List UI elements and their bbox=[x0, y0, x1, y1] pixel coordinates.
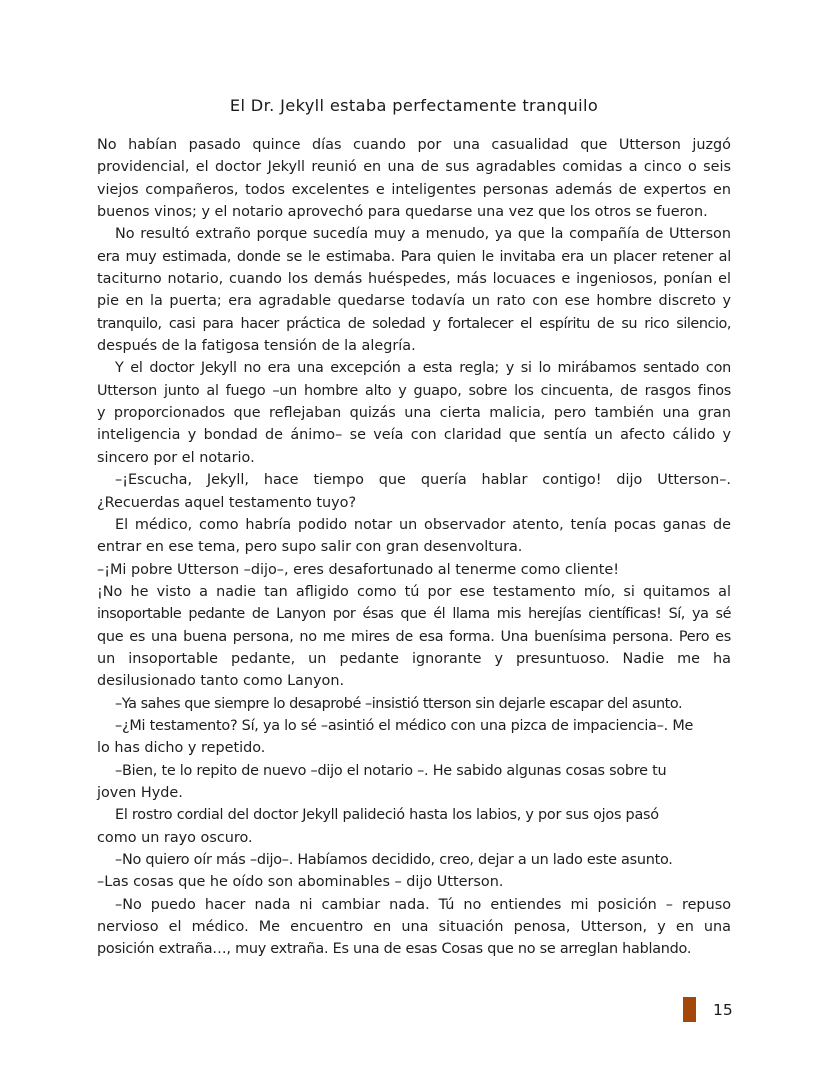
text-line: ¿Recuerdas aquel testamento tuyo? bbox=[97, 494, 357, 511]
text-line: No habían pasado quince días cuando por una casualidad que Utterson juzgó bbox=[97, 137, 731, 153]
text-line: entrar en ese tema, pero supo salir con gran desenvoltura. bbox=[97, 539, 523, 556]
text-line: El rostro cordial del doctor Jekyll palideció hasta los labios, y por sus ojos pasó bbox=[115, 807, 659, 824]
text-line: Y el doctor Jekyll no era una excepción a esta regla; y si lo mirábamos sentado con bbox=[115, 360, 731, 377]
text-line: nervioso el médico. Me encuentro en una situación penosa, Utterson, y en una bbox=[97, 919, 731, 936]
text-line: taciturno notario, cuando los demás huéspedes, más locuaces e ingeniosos, ponían el bbox=[97, 271, 731, 288]
text-line: que es una buena persona, no me mires de esa forma. Una buenísima persona. Pero es bbox=[97, 628, 731, 645]
text-line: un insoportable pedante, un pedante ignorante y presuntuoso. Nadie me ha bbox=[97, 650, 731, 667]
body-text bbox=[97, 134, 731, 961]
text-line: –¿Mi testamento? Sí, ya lo sé –asintió el médico con una pizca de impaciencia–. Me bbox=[115, 717, 694, 734]
chapter-title: El Dr. Jekyll estaba perfectamente tranquilo bbox=[229, 96, 599, 115]
text-line: Utterson junto al fuego –un hombre alto y guapo, sobre los cincuenta, de rasgos finos bbox=[97, 382, 731, 399]
text-line: tranquilo, casi para hacer práctica de soledad y fortalecer el espíritu de su rico silencio, bbox=[97, 315, 731, 332]
text-line: lo has dicho y repetido. bbox=[97, 740, 266, 757]
text-line: después de la fatigosa tensión de la alegría. bbox=[97, 338, 416, 355]
text-line: El médico, como habría podido notar un observador atento, tenía pocas ganas de bbox=[115, 516, 731, 533]
text-line: era muy estimada, donde se le estimaba. Para quien le invitaba era un placer retener al bbox=[97, 248, 731, 265]
text-line: desilusionado tanto como Lanyon. bbox=[97, 673, 345, 690]
text-line: –Bien, te lo repito de nuevo –dijo el notario –. He sabido algunas cosas sobre tu bbox=[115, 762, 667, 779]
page-number: 15 bbox=[713, 1000, 733, 1019]
text-line: joven Hyde. bbox=[97, 784, 183, 801]
text-line: –Las cosas que he oído son abominables – dijo Utterson. bbox=[97, 874, 504, 891]
page-footer bbox=[683, 997, 733, 1022]
text-line: No resultó extraño porque sucedía muy a menudo, ya que la compañía de Utterson bbox=[115, 226, 731, 243]
text-line: –¡Escucha, Jekyll, hace tiempo que quería hablar contigo! dijo Utterson–. bbox=[115, 472, 731, 489]
text-line: inteligencia y bondad de ánimo– se veía con claridad que sentía un afecto cálido y bbox=[97, 427, 731, 444]
text-line: insoportable pedante de Lanyon por ésas que él llama mis herejías científicas! Sí, ya sé bbox=[97, 606, 731, 623]
text-line: y proporcionados que reflejaban quizás una cierta malicia, pero también una gran bbox=[97, 405, 731, 422]
text-line: pie en la puerta; era agradable quedarse todavía un rato con ese hombre discreto y bbox=[97, 293, 731, 310]
text-line: sincero por el notario. bbox=[97, 449, 255, 466]
text-line: como un rayo oscuro. bbox=[97, 829, 253, 846]
text-line: –¡Mi pobre Utterson –dijo–, eres desafortunado al tenerme como cliente! bbox=[97, 561, 620, 578]
text-line: ¡No he visto a nadie tan afligido como tú por ese testamento mío, si quitamos al bbox=[97, 583, 731, 600]
text-line: –Ya sahes que siempre lo desaprobé –insistió tterson sin dejarle escapar del asunto. bbox=[115, 695, 683, 712]
page-marker-bar bbox=[683, 997, 696, 1022]
text-line: –No puedo hacer nada ni cambiar nada. Tú no entiendes mi posición – repuso bbox=[115, 896, 731, 913]
text-line: providencial, el doctor Jekyll reunió en una de sus agradables comidas a cinco o seis bbox=[97, 159, 731, 176]
text-line: –No quiero oír más –dijo–. Habíamos decidido, creo, dejar a un lado este asunto. bbox=[115, 852, 673, 868]
text-line: buenos vinos; y el notario aprovechó para quedarse una vez que los otros se fueron. bbox=[97, 204, 708, 221]
text-line: viejos compañeros, todos excelentes e inteligentes personas además de expertos en bbox=[97, 181, 731, 198]
text-line: posición extraña…, muy extraña. Es una de esas Cosas que no se arreglan hablando. bbox=[97, 941, 692, 958]
